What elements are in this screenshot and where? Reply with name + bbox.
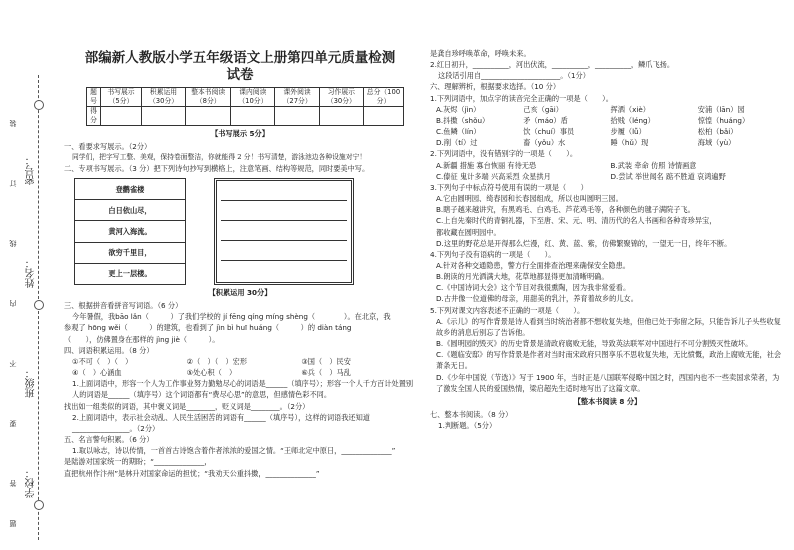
title-line-2: 试卷 [226, 67, 254, 83]
q5-option: B.《圆明园的毁灭》的历史背景是清政府腐败无能，导致英法联军对中国进行不可分割毁灭性破坏。 [436, 339, 753, 349]
q1-option-row [430, 126, 785, 137]
q1-option: 海域（yù） [697, 138, 736, 148]
section-5-title: 五、名言警句积累。（6 分） [64, 435, 154, 445]
q5-option: C.《题临安邸》的写作背景是作者对当时南宋政府只图享乐不思收复失地，无比愤慨，政治上腐败无能，社会萧条无日。 [436, 350, 782, 371]
section-5-line-1: 1.取以咏志，诗以传情，一首首古诗饱含着作者浓浓的爱国之情。“王师北定中原日，______________” [72, 446, 396, 456]
section-3-line-1: 今年暑假，我bāo lǎn（ ）了我们学校的 jí fēng qíng míng shèng（ ）。在北京，我 [72, 312, 391, 322]
q1-option-row [430, 115, 785, 126]
section-7-question-1: 1.判断题。（5分） [438, 421, 497, 431]
score-cell[interactable] [363, 107, 403, 126]
q2-option: A.新疆 措施 寡台恢丽 有待无恐 [436, 160, 537, 170]
quote-fill-line: 2.红日初升，__________，河出伏流，__________，__________，鳞爪飞扬。 [430, 60, 675, 70]
section-4-question-1b: 找出如一组类似的词语，其中褒义词是________，贬义词是________。（2分） [64, 401, 310, 411]
score-header-row [87, 88, 404, 107]
q1-option: 拾贱（léng） [610, 115, 655, 125]
q1-option: D.削（tí）过 [436, 138, 478, 148]
q3-option: A.它由圆明园、绮春园和长春园组成，所以也叫圆明三园。 [436, 194, 623, 204]
idiom-item: ⑥兵（ ）马乱 [301, 368, 351, 378]
writing-line [221, 220, 347, 221]
idiom-item: ⑤处心积（ ） [186, 368, 237, 378]
score-cell[interactable] [186, 107, 231, 126]
q5-option: A.《示儿》的写作背景是诗人看到当时统治者都不想收复失地，但他已处于弥留之际，只能告诉儿子头些收复故乡的消息后别忘了告诉他。 [436, 316, 781, 337]
q3-option: D.这里的野花总是开得那么烂漫，红、黄、蓝、紫，仿佛繁聚锦的，一望无一日，终年不断。 [436, 238, 732, 248]
score-cell[interactable] [275, 107, 319, 126]
idiom-item: ③国（ ）民安 [301, 356, 351, 366]
section-4-title: 四、词语积累运用。（8 分） [64, 345, 154, 355]
section-2-title: 二、专项书写展示。（3 分）把下列诗句抄写到横格上，注意笔画、结构等规范，同时要美中写。 [64, 163, 370, 173]
q1-option: 步履（lǚ） [610, 127, 646, 137]
q4-option: D.古井像一位道佛的母亲，用甜美的乳汁，养育着故乡的儿女。 [436, 294, 638, 304]
q1-option: 挥洒（xiè） [610, 104, 650, 114]
writing-line [221, 240, 347, 241]
score-row-label: 得分 [87, 107, 101, 126]
section-banner-accumulation: 【积累运用 30分】 [208, 288, 272, 297]
q4-option: B.朗读的月光洒满大地，花草地都显得更加清晰明确。 [436, 272, 609, 282]
poem-title: 登鹳雀楼 [75, 179, 186, 200]
binding-field-8: 题 [9, 520, 17, 527]
carryover-line: 是龚自珍呼唤革命，呼唤未来。 [430, 49, 531, 58]
idiom-item: ④（ ）心涵血 [72, 368, 122, 378]
binding-hole [34, 500, 44, 510]
score-header: 总分（100分） [363, 88, 403, 107]
section-3-line-2: 参观了 hōng wěi（ ）的建筑，也看到了 jìn bì huī huáng（ ）的 diàn táng [64, 323, 352, 333]
q1-option: 惊惶（huáng） [697, 115, 750, 125]
score-cell[interactable] [101, 107, 142, 126]
score-header: 课外阅读（27分） [275, 88, 319, 107]
q2-option: B.武装 牵命 仿照 诗情画意 [610, 160, 697, 170]
score-cell[interactable] [141, 107, 185, 126]
binding-field-4: 内 [9, 300, 17, 307]
copy-writing-box[interactable] [214, 178, 354, 285]
q1-option: 畜（yǒu）水 [523, 138, 566, 148]
q1-option: 安浦（lān）园 [697, 104, 745, 114]
binding-field-1: 装 [9, 120, 17, 127]
binding-field-3: 线 [9, 240, 17, 247]
score-header: 题号 [87, 88, 101, 107]
section-3-line-3: （ ），仿佛置身在那样的 jìng jiè（ ）。 [64, 334, 220, 344]
section-banner-writing: 【书写展示 5分】 [211, 129, 269, 138]
poem-line: 黄河入海流。 [75, 221, 186, 242]
q3-option: B.瞎子越来越讲究，有黑鸡毛、白鸡毛、芦花鸡毛等，各种颜色的毽子满院子飞。 [436, 205, 695, 215]
left-column [64, 0, 416, 479]
q5-option: D.《少年中国说（节选）》写于 1900 年，当时正是八国联军侵略中国之时，西国内也不一些卖国求荣者，为了激发全国人民的爱国热情，梁启超先生适时地写出了这篇文章。 [436, 372, 780, 393]
question-4: 4.下列句子没有语病的一项是（ ）。 [430, 249, 556, 259]
score-table [86, 87, 404, 126]
title-line-1: 部编新人教版小学五年级语文上册第四单元质量检测 [84, 50, 396, 66]
section-7-title: 七、整本书阅读。（8 分） [430, 410, 513, 419]
q2-option-row [430, 171, 785, 182]
poem-table [74, 178, 186, 285]
score-header: 书写展示（5分） [101, 88, 142, 107]
poem-line: 更上一层楼。 [75, 263, 186, 284]
section-5-line-3: 直把杭州作汴州”是林升对国家命运的担忧；“我劝天公重抖擞，______________” [64, 468, 320, 478]
section-banner-book-reading: 【整本书阅读 8 分】 [573, 396, 642, 406]
score-cell[interactable] [319, 107, 363, 126]
id-label: 密号： [26, 155, 37, 185]
question-2: 2.下列词语中，没有错别字的一项是（ ）。 [430, 149, 578, 159]
binding-field-7: 答 [9, 480, 17, 487]
q2-option-row [430, 160, 785, 171]
q1-option-row [430, 104, 785, 115]
exam-title [64, 50, 416, 84]
binding-hole [34, 100, 44, 110]
binding-field-6: 要 [9, 420, 17, 427]
q1-option: B.抖擞（shǒu） [436, 115, 490, 125]
q4-option: A.针对各种交通隐患，警方行全面排查治理来确保安全隐患。 [436, 260, 630, 270]
q1-option: A.灰烬（jìn） [436, 104, 481, 114]
binding-strip [0, 0, 58, 550]
idiom-item: ②（ ）（ ）宏形 [186, 356, 248, 366]
q1-option: C.鱼鳞（lín） [436, 127, 481, 137]
poem-area [74, 178, 416, 285]
idiom-row-1 [64, 356, 416, 367]
q2-option: C.傣征 鬼计多端 兴高采烈 众星拱月 [436, 171, 551, 181]
section-4-question-2: 2.上面词语中，表示社会动乱、人民生活困苦的词语有______（填序号），这样的词语我还知道________________。（2分） [72, 412, 370, 433]
question-5: 5.下列对课文内容表述不正确的一项是（ ）。 [430, 305, 585, 315]
score-cell[interactable] [231, 107, 275, 126]
section-3-title: 三、根据拼音看拼音写词语。（6 分） [64, 301, 183, 311]
section-1-title: 一、看要求写展示。（2分） [64, 142, 152, 152]
quote-source-line: 这段话引用自______________________。（1分） [438, 71, 590, 81]
score-header: 习作展示（30分） [319, 88, 363, 107]
writing-line [221, 260, 347, 261]
question-1: 1.下列词语中，加点字的读音完全正确的一项是（ ）。 [430, 93, 613, 103]
score-value-row [87, 107, 404, 126]
q3-option-continued: 都收藏在圆明园中。 [436, 227, 501, 237]
class-label: 班级： [26, 368, 37, 398]
q1-option: 饮（chuí）事员 [523, 127, 575, 137]
name-label: 姓名： [26, 258, 37, 288]
q1-option: 睡（hǔ）现 [610, 138, 649, 148]
score-header: 课内阅读（10分） [231, 88, 275, 107]
poem-line: 白日依山尽， [75, 200, 186, 221]
score-header: 积累运用（30分） [141, 88, 185, 107]
question-3: 3.下列句子中标点符号使用有误的一项是（ ） [430, 182, 588, 192]
q2-option: D.尝试 举世闻名 踮不胜道 哀鸿遍野 [610, 171, 726, 181]
q1-option: 松柏（bǎi） [697, 127, 738, 137]
idiom-item: ①不可（ ）（ ） [72, 356, 133, 366]
section-5-line-2: 是陆游对国家统一的期盼；“______________， [64, 457, 212, 467]
q4-option: C.《中国诗词大会》这个节目对我很熏陶，因为我非常爱看。 [436, 283, 631, 293]
q3-option: C.上自先秦时代的青铜礼器，下至唐、宋、元、明、清历代的名人书画和各种奇珍异宝， [436, 216, 717, 226]
binding-field-5: 不 [9, 360, 17, 367]
poem-line: 欲穷千里目， [75, 242, 186, 263]
q1-option-row [430, 137, 785, 148]
writing-line [221, 200, 347, 201]
q1-option: 矛（máo）盾 [523, 115, 568, 125]
school-label: 学校： [26, 468, 37, 498]
section-1-text: 同学们，把字写工整、美观，保持卷面整洁，你就能得 2 分！书写清楚，游泳池边各种设施对宁！ [72, 153, 367, 162]
binding-field-2: 订 [9, 180, 17, 187]
score-header: 整本书阅读（8分） [186, 88, 231, 107]
idiom-row-2 [64, 367, 416, 378]
binding-hole [34, 300, 44, 310]
section-6-title: 六、理解辨析，根据要求选择。（10 分） [430, 82, 561, 92]
section-4-question-1: 1.上面词语中，形容一个人为工作事业努力勤勉尽心的词语是______（填序号）；形容一个人千方百计处置别人的词语是______（填序号）这个词语都有“费尽心思”的意思，但感情色彩不同。 [72, 379, 414, 400]
right-column [430, 48, 785, 431]
q1-option: 己亥（gāi） [523, 104, 563, 114]
